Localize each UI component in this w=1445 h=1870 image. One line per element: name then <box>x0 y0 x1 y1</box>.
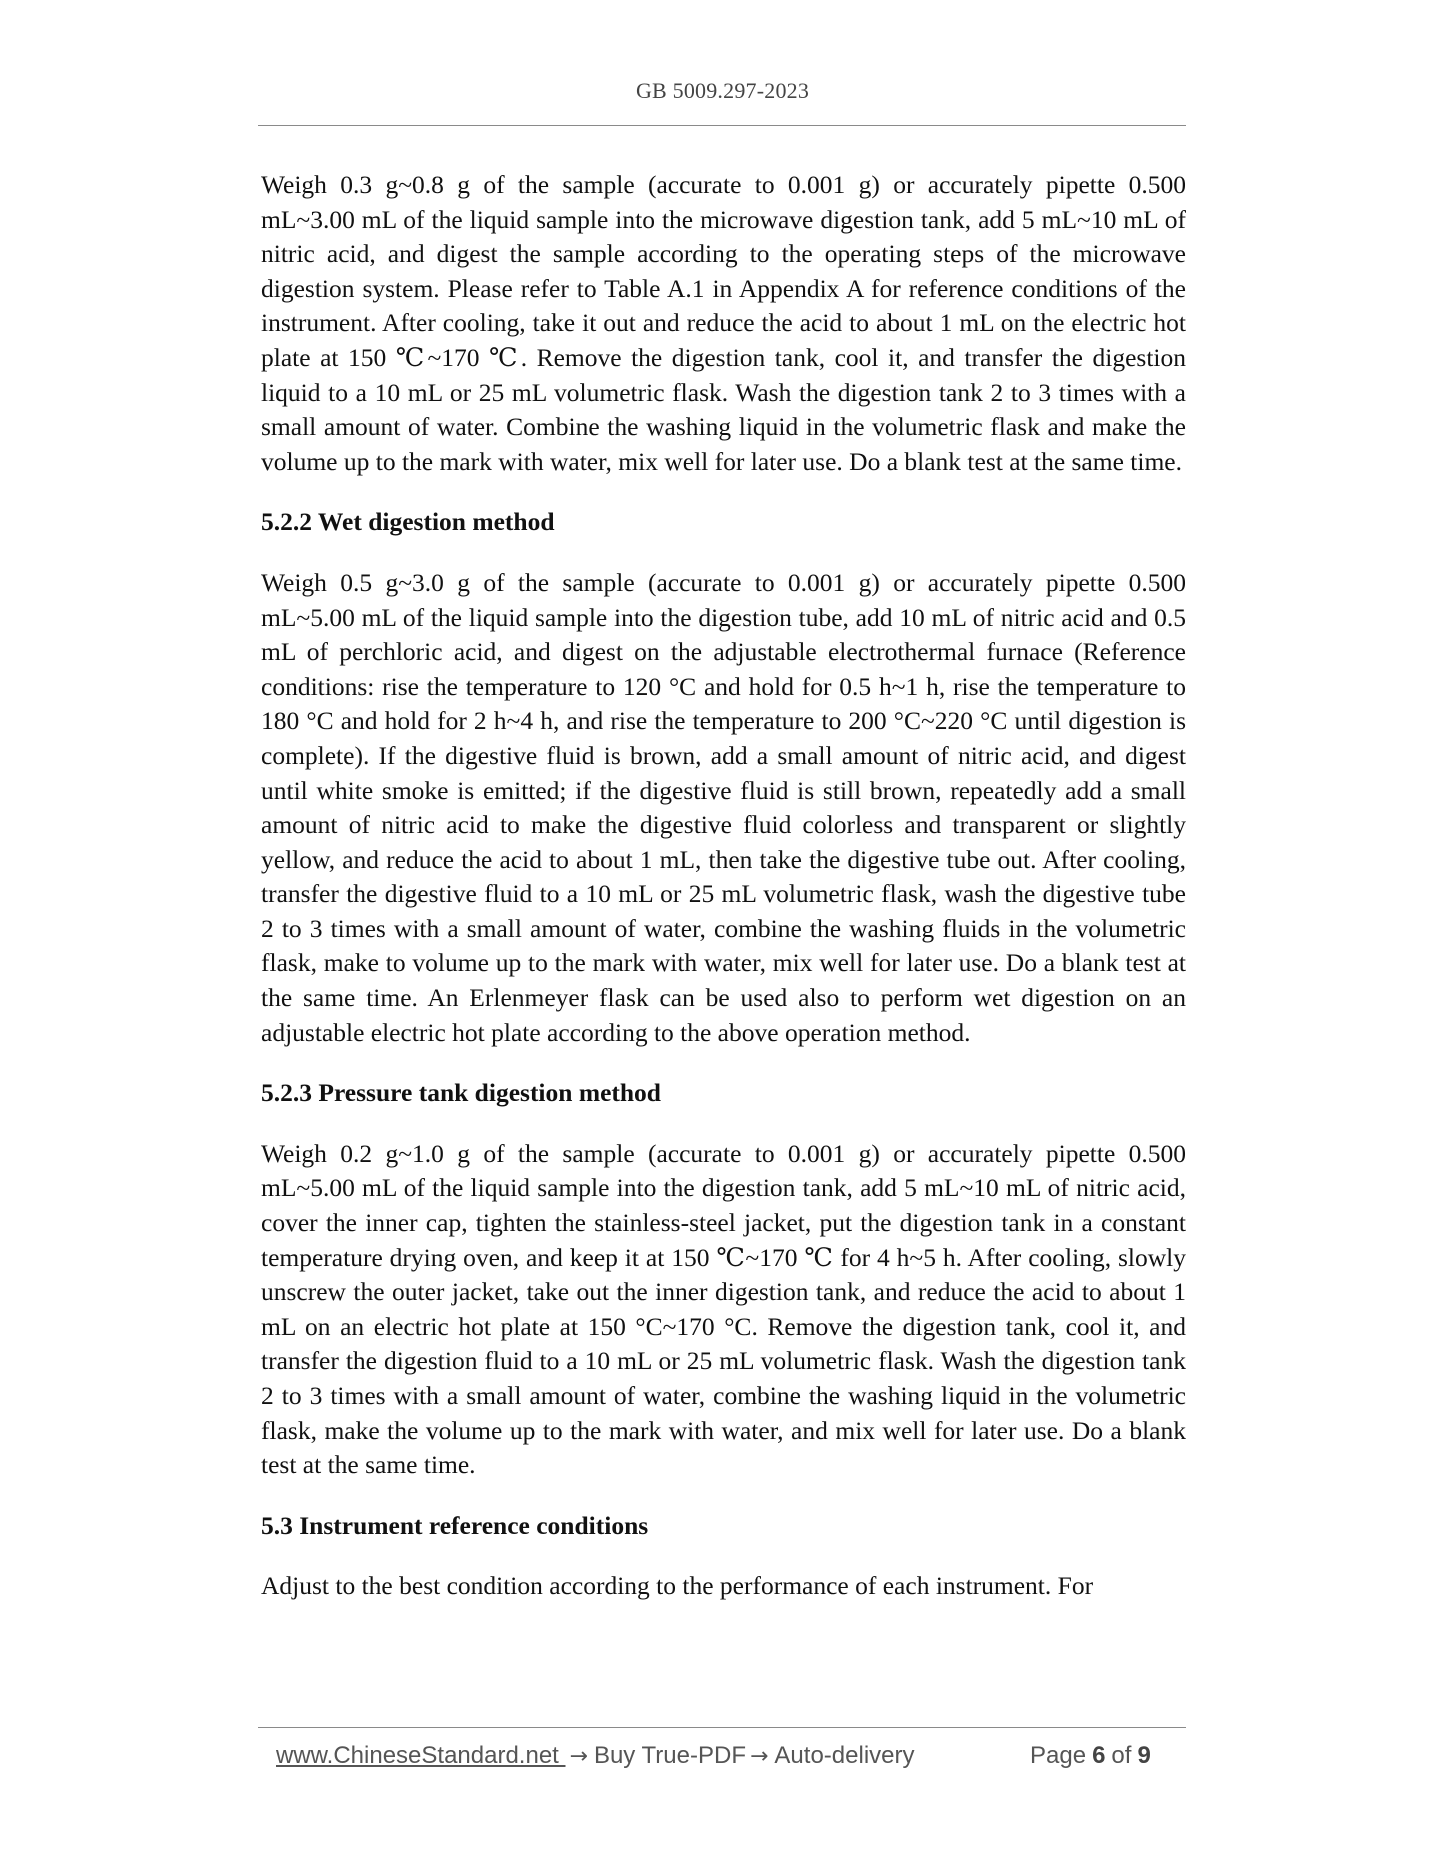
header-divider <box>258 125 1186 126</box>
auto-delivery-text: Auto-delivery <box>774 1742 915 1769</box>
site-link[interactable]: www.ChineseStandard.net <box>276 1742 566 1769</box>
section-heading-5-2-3: 5.2.3 Pressure tank digestion method <box>261 1078 661 1108</box>
page-of-label: of <box>1111 1742 1132 1769</box>
footer-divider <box>258 1727 1186 1728</box>
paragraph-wet-digestion: Weigh 0.5 g~3.0 g of the sample (accurate to 0.001 g) or accurately pipette 0.500 mL~5.00 mL of the liquid sample into the digestion tube, add 10 mL of nitric acid and 0.5 mL of perchloric acid, and digest on the adjustable electrothermal furnace (Reference conditions: rise the temperature to 120 °C and hold for 0.5 h~1 h, rise the temperature to 180 °C and hold for 2 h~4 h, and rise the temperature to 200 °C~220 °C until digestion is complete). If the digestive fluid is brown, add a small amount of nitric acid, and digest until white smoke is emitted; if the digestive fluid is still brown, repeatedly add a small amount of nitric acid to make the digestive fluid colorless and transparent or slightly yellow, and reduce the acid to about 1 mL, then take the digestive tube out. After cooling, transfer the digestive fluid to a 10 mL or 25 mL volumetric flask, wash the digestive tube 2 to 3 times with a small amount of water, combine the washing fluids in the volumetric flask, make to volume up to the mark with water, mix well for later use. Do a blank test at the same time. An Erlenmeyer flask can be used also to perform wet digestion on an adjustable electric hot plate according to the above operation method. <box>261 567 1186 1047</box>
paragraph-pressure-tank-digestion: Weigh 0.2 g~1.0 g of the sample (accurate to 0.001 g) or accurately pipette 0.500 mL~5.00 mL of the liquid sample into the digestion tank, add 5 mL~10 mL of nitric acid, cover the inner cap, tighten the stainless-steel jacket, put the digestion tank in a constant temperature drying oven, and keep it at 150 ℃~170 ℃ for 4 h~5 h. After cooling, slowly unscrew the outer jacket, take out the inner digestion tank, and reduce the acid to about 1 mL on an electric hot plate at 150 °C~170 °C. Remove the digestion tank, cool it, and transfer the digestion fluid to a 10 mL or 25 mL volumetric flask. Wash the digestion tank 2 to 3 times with a small amount of water, combine the washing liquid in the volumetric flask, make the volume up to the mark with water, and mix well for later use. Do a blank test at the same time. <box>261 1138 1186 1480</box>
section-heading-5-3: 5.3 Instrument reference conditions <box>261 1510 649 1540</box>
buy-true-pdf-text: Buy True-PDF <box>593 1742 746 1769</box>
page-total: 9 <box>1137 1742 1151 1769</box>
arrow-right-icon: → <box>569 1744 588 1769</box>
page-current: 6 <box>1092 1742 1106 1769</box>
document-body <box>261 168 1186 1604</box>
page-number <box>1030 1742 1157 1770</box>
footer-links <box>276 1742 914 1770</box>
paragraph-instrument-conditions: Adjust to the best condition according to the performance of each instrument. For <box>261 1571 1094 1601</box>
page-header: GB 5009.297-2023 <box>635 78 810 103</box>
section-heading-5-2-2: 5.2.2 Wet digestion method <box>261 507 555 537</box>
page-label: Page <box>1030 1742 1087 1769</box>
arrow-right-icon: → <box>749 1744 769 1769</box>
paragraph-microwave-digestion: Weigh 0.3 g~0.8 g of the sample (accurate to 0.001 g) or accurately pipette 0.500 mL~3.00 mL of the liquid sample into the microwave digestion tank, add 5 mL~10 mL of nitric acid, and digest the sample according to the operating steps of the microwave digestion system. Please refer to Table A.1 in Appendix A for reference conditions of the instrument. After cooling, take it out and reduce the acid to about 1 mL on the electric hot plate at 150 ℃~170 ℃. Remove the digestion tank, cool it, and transfer the digestion liquid to a 10 mL or 25 mL volumetric flask. Wash the digestion tank 2 to 3 times with a small amount of water. Combine the washing liquid in the volumetric flask and make the volume up to the mark with water, mix well for later use. Do a blank test at the same time. <box>261 170 1186 476</box>
